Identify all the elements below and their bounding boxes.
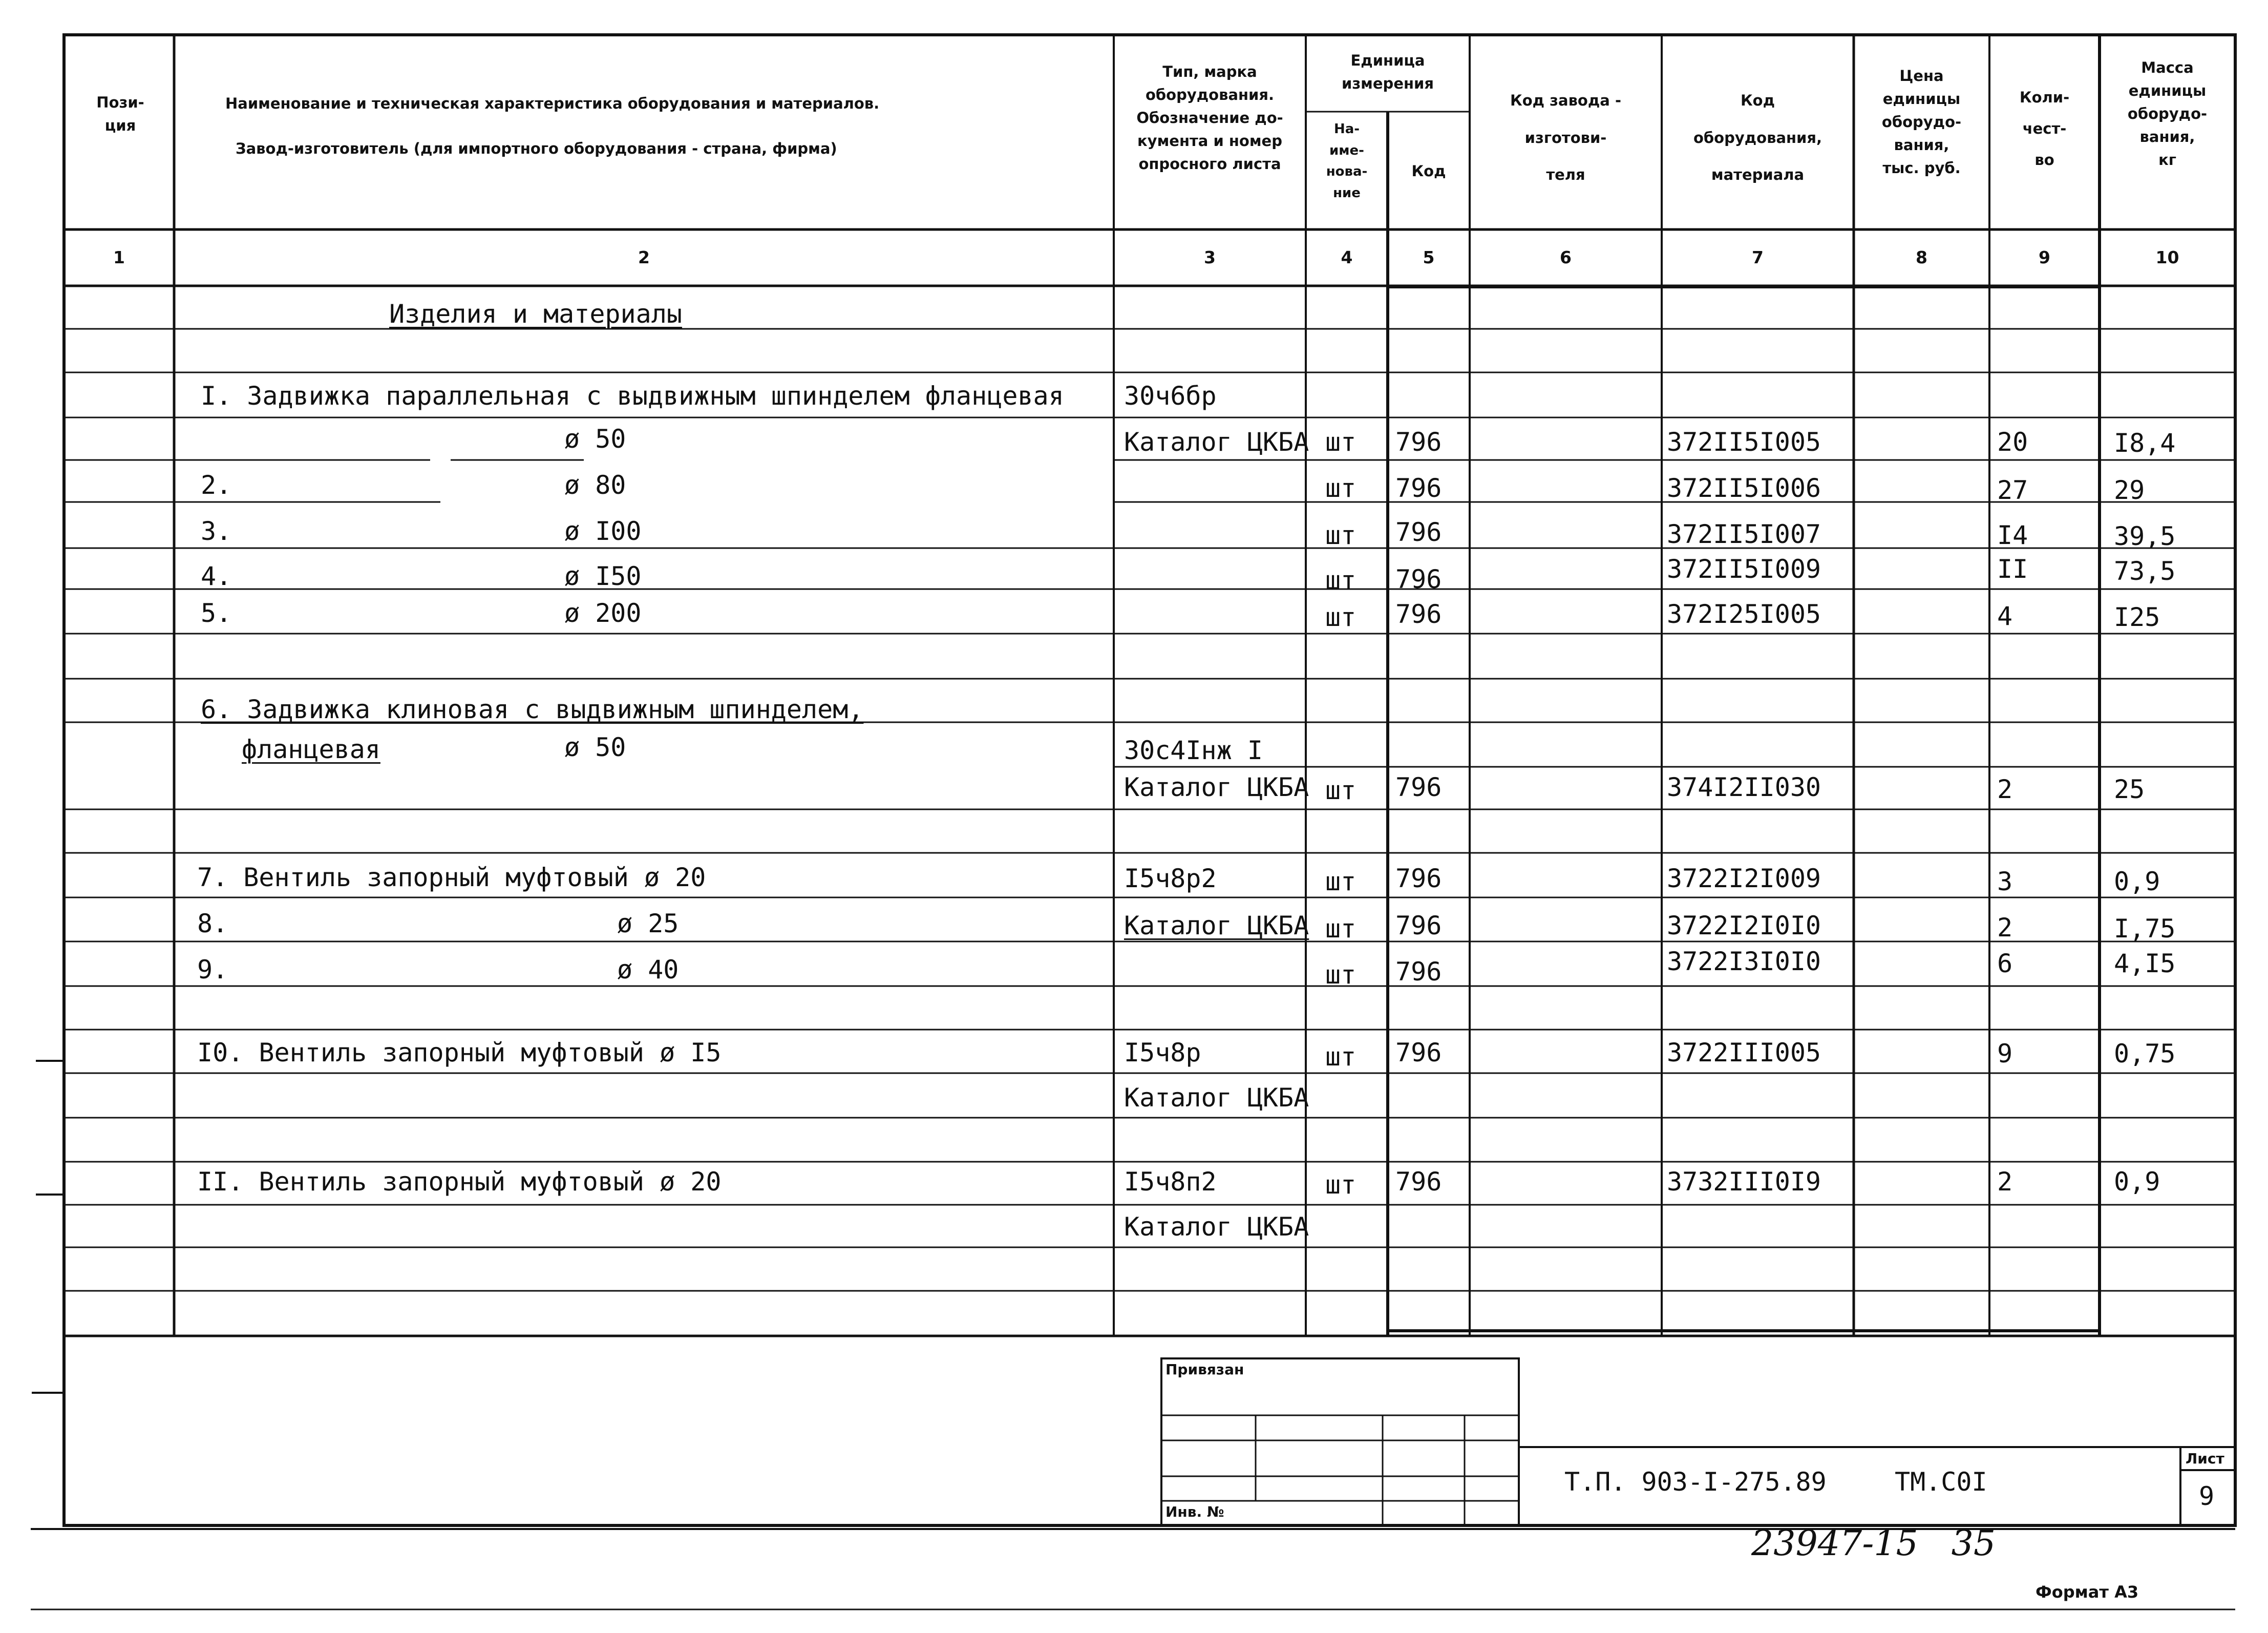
item-unit: шт (1325, 867, 1356, 896)
item-unit: шт (1325, 473, 1356, 503)
item-mass: 39,5 (2114, 521, 2176, 551)
item-unit-code: 796 (1395, 911, 1442, 940)
header-quantity: Коли- чест- во (2019, 89, 2070, 169)
item-mass: 4,I5 (2114, 949, 2176, 978)
item-name: 7. Вентиль запорный муфтовый ø 20 (197, 863, 706, 892)
item-name: ø 200 (564, 598, 642, 628)
item-type: Каталог ЦКБА (1124, 911, 1309, 940)
item-type: Каталог ЦКБА (1124, 772, 1309, 802)
item-qty: 2 (1997, 1167, 2013, 1197)
item-code: 372II5I009 (1667, 554, 1821, 584)
stamp-mark: ТМ.С0I (1895, 1467, 1987, 1497)
item-qty: 27 (1997, 475, 2028, 505)
item-mass: 0,9 (2114, 1167, 2160, 1197)
item-position: 3. (201, 516, 232, 546)
item-unit: шт (1325, 566, 1356, 595)
item-name: I. Задвижка параллельная с выдвижным шпинделем фланцевая (201, 381, 1064, 411)
section-title: Изделия и материалы (389, 299, 682, 329)
item-unit-code: 796 (1395, 1167, 1442, 1197)
stamp-inventory: Инв. № (1165, 1503, 1224, 1520)
item-unit: шт (1325, 960, 1356, 990)
item-unit: шт (1325, 914, 1356, 944)
column-number: 7 (1752, 247, 1764, 267)
item-diameter: ø 50 (564, 732, 626, 762)
item-name: фланцевая (242, 735, 380, 764)
item-code: 372II5I006 (1667, 473, 1821, 503)
sheet-label: Лист (2186, 1450, 2224, 1467)
item-qty: 2 (1997, 774, 2013, 804)
item-code: 374I2II030 (1667, 772, 1821, 802)
column-number: 9 (2039, 247, 2050, 267)
column-number: 8 (1916, 247, 1927, 267)
item-qty: 20 (1997, 427, 2028, 457)
column-number: 1 (113, 247, 125, 267)
item-code: 372I25I005 (1667, 599, 1821, 629)
item-name: I0. Вентиль запорный муфтовый ø I5 (197, 1038, 722, 1067)
item-name: II. Вентиль запорный муфтовый ø 20 (197, 1167, 722, 1197)
item-unit-code: 796 (1395, 957, 1442, 987)
item-code: 3732III0I9 (1667, 1167, 1821, 1197)
item-name: 6. Задвижка клиновая с выдвижным шпинделем, (201, 695, 864, 724)
item-name: ø I00 (564, 516, 642, 546)
header-position: Пози- ция (96, 94, 144, 134)
item-qty: 6 (1997, 949, 2013, 978)
header-type-mark: Тип, марка оборудования. Обозначение до- кумента и номер опросного листа (1136, 63, 1283, 173)
item-unit-code: 796 (1395, 772, 1442, 802)
item-qty: 3 (1997, 867, 2013, 896)
item-mass: 25 (2114, 774, 2145, 804)
item-code: 372II5I005 (1667, 427, 1821, 457)
item-code: 3722I2I009 (1667, 864, 1821, 893)
item-unit-code: 796 (1395, 564, 1442, 594)
item-name: ø 50 (564, 424, 626, 454)
header-price: Цена единицы оборудо- вания, тыс. руб. (1881, 67, 1962, 177)
column-number: 6 (1560, 247, 1572, 267)
item-type: 30ч6бр (1124, 381, 1217, 411)
stamp-designation: Т.П. 903-I-275.89 (1564, 1467, 1827, 1497)
item-unit: шт (1325, 520, 1356, 550)
header-unit-name: На- име- нова- ние (1326, 121, 1368, 201)
column-number: 3 (1204, 247, 1216, 267)
item-type: 30с4Iнж I (1124, 736, 1263, 765)
item-mass: 29 (2114, 475, 2145, 505)
item-qty: 4 (1997, 601, 2013, 631)
item-unit-code: 796 (1395, 517, 1442, 547)
item-type: I5ч8р (1124, 1038, 1201, 1067)
item-position: 2. (201, 470, 232, 500)
item-unit-code: 796 (1395, 427, 1442, 457)
item-mass: 73,5 (2114, 556, 2176, 586)
item-name: ø 80 (564, 470, 626, 500)
item-code: 3722I2I0I0 (1667, 911, 1821, 940)
column-number: 10 (2155, 247, 2179, 267)
item-type: I5ч8п2 (1124, 1167, 1217, 1197)
item-unit: шт (1325, 602, 1356, 632)
item-unit-code: 796 (1395, 599, 1442, 629)
item-position: 4. (201, 561, 232, 591)
item-position: 8. (197, 909, 228, 938)
item-type: Каталог ЦКБА (1124, 1212, 1309, 1242)
item-unit: шт (1325, 427, 1356, 457)
header-unit-code: Код (1411, 162, 1446, 180)
item-unit: шт (1325, 1170, 1356, 1200)
item-code: 3722I3I0I0 (1667, 947, 1821, 976)
column-number: 4 (1341, 247, 1353, 267)
item-position: 9. (197, 955, 228, 985)
item-qty: 2 (1997, 913, 2013, 943)
item-mass: I,75 (2114, 914, 2176, 944)
item-type: Каталог ЦКБА (1124, 1083, 1309, 1113)
item-position: 5. (201, 598, 232, 628)
stamp-privyazan: Привязан (1165, 1361, 1244, 1378)
item-type: I5ч8р2 (1124, 864, 1217, 893)
sheet-number: 9 (2199, 1481, 2215, 1511)
format-label: Формат А3 (2036, 1582, 2139, 1602)
item-name: ø 25 (617, 909, 679, 938)
item-unit-code: 796 (1395, 473, 1442, 503)
header-equipment-code: Код оборудования, материала (1693, 92, 1822, 183)
header-name-line2: Завод-изготовитель (для импортного оборудования - страна, фирма) (236, 140, 837, 157)
item-unit: шт (1325, 1042, 1356, 1072)
item-unit: шт (1325, 776, 1356, 805)
item-unit-code: 796 (1395, 1038, 1442, 1067)
header-mass: Масса единицы оборудо- вания, кг (2127, 59, 2208, 169)
item-unit-code: 796 (1395, 864, 1442, 893)
column-number: 5 (1423, 247, 1435, 267)
item-mass: 0,75 (2114, 1039, 2176, 1069)
item-type: Каталог ЦКБА (1124, 427, 1309, 457)
item-mass: I8,4 (2114, 428, 2176, 458)
item-code: 3722III005 (1667, 1038, 1821, 1067)
item-mass: 0,9 (2114, 867, 2160, 896)
header-factory-code: Код завода - изготови- теля (1510, 92, 1621, 183)
item-name: ø 40 (617, 955, 679, 985)
item-mass: I25 (2114, 602, 2160, 632)
item-name: ø I50 (564, 561, 642, 591)
item-qty: 9 (1997, 1039, 2013, 1069)
item-qty: II (1997, 554, 2028, 584)
column-number: 2 (638, 247, 650, 267)
item-code: 372II5I007 (1667, 519, 1821, 549)
header-unit-group: Единица измерения (1342, 52, 1434, 92)
header-name-line1: Наименование и техническая характеристика оборудования и материалов. (225, 95, 880, 112)
item-qty: I4 (1997, 520, 2028, 550)
handwritten-number: 23947-15 35 (1751, 1523, 1996, 1564)
